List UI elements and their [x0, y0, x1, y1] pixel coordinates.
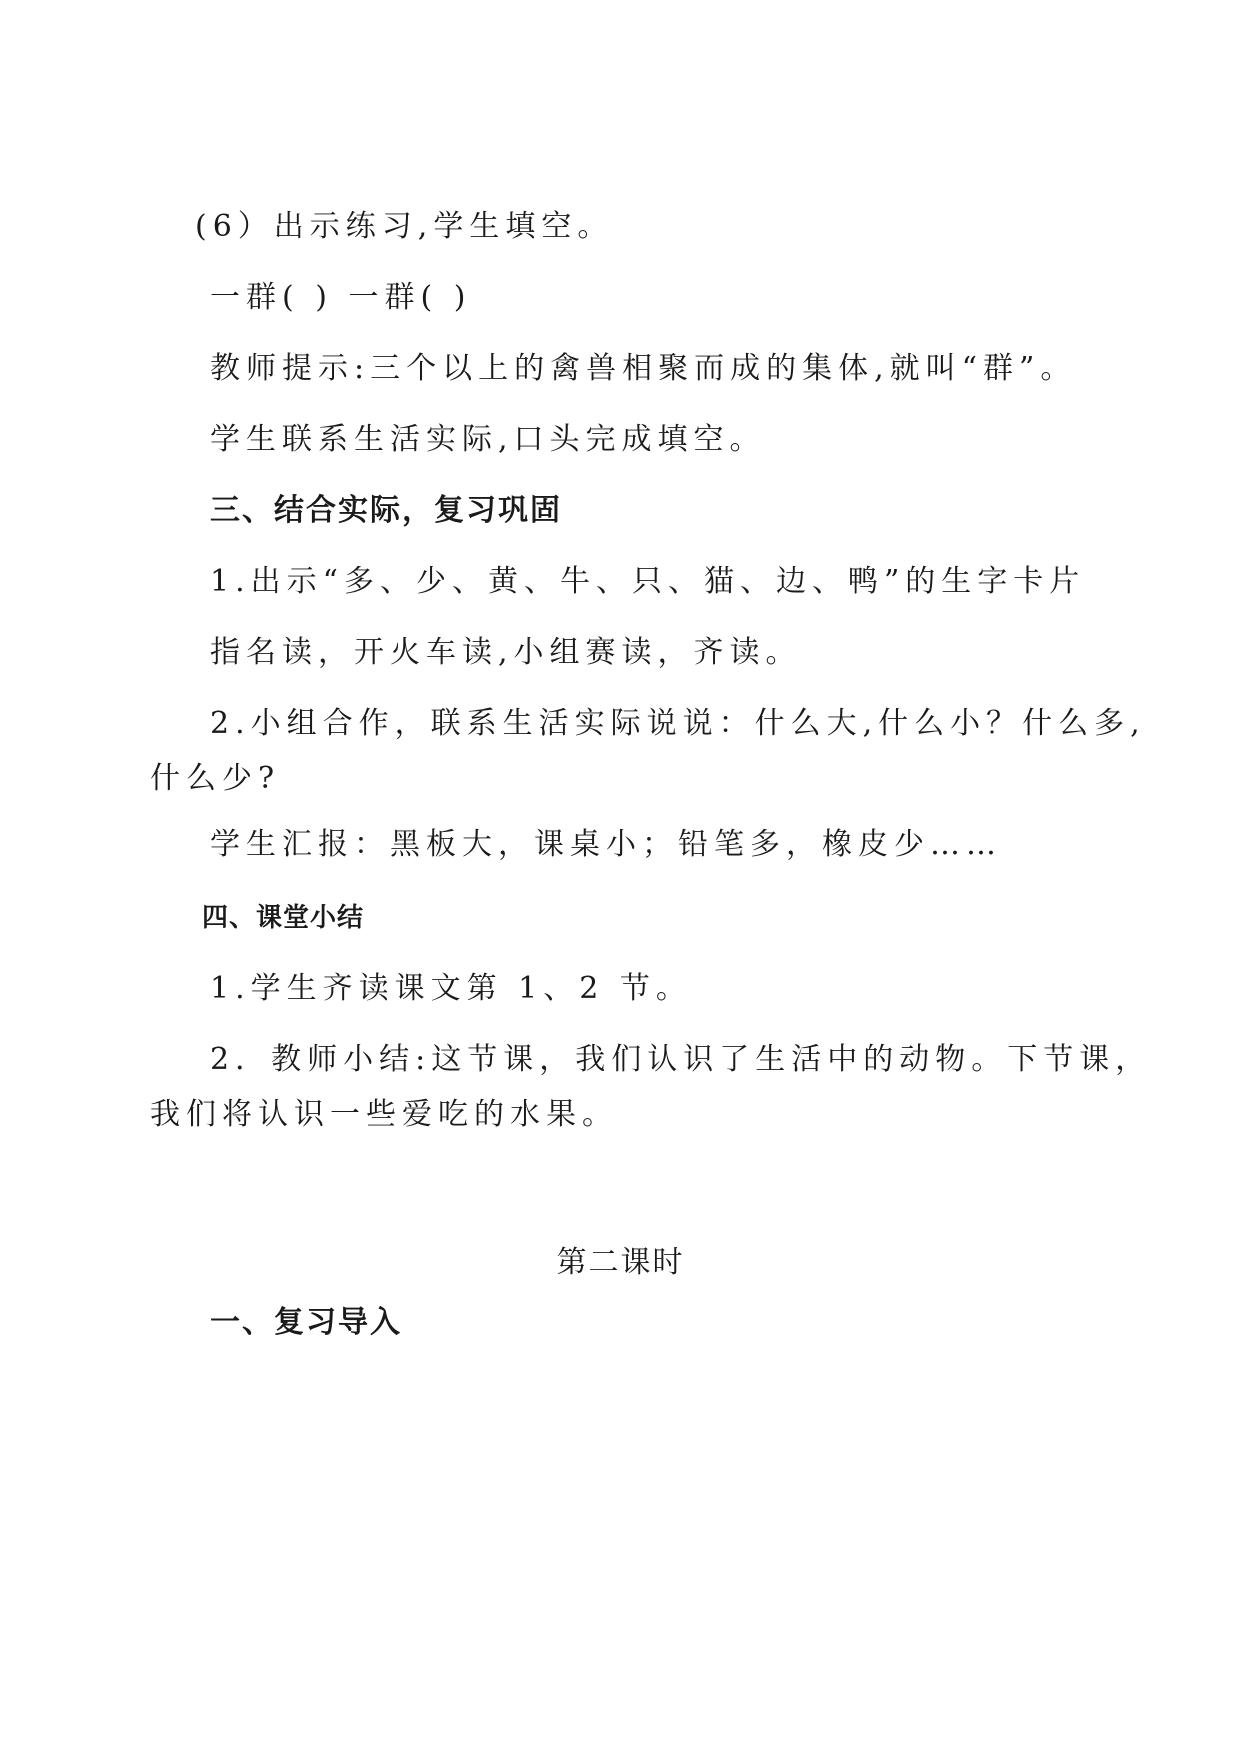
group-work-continued: 什么少?	[150, 761, 281, 796]
section-heading-3: 三、结合实际，复习巩固	[210, 493, 562, 528]
reading-methods: 指名读，开火车读,小组赛读，齐读。	[210, 635, 802, 670]
exercise-instruction: (6）出示练习,学生填空。	[195, 209, 614, 244]
summary-item-1: 1.学生齐读课文第 1、2 节。	[210, 971, 692, 1006]
section-heading-1: 一、复习导入	[210, 1305, 402, 1340]
section-heading-4: 四、课堂小结	[202, 903, 365, 933]
summary-item-2-continued: 我们将认识一些爱吃的水果。	[150, 1097, 618, 1132]
fill-blank-items: 一群( ) 一群( )	[210, 280, 472, 315]
teacher-hint: 教师提示:三个以上的禽兽相聚而成的集体,就叫“群”。	[210, 351, 1077, 386]
flashcard-instruction: 1.出示“多、少、黄、牛、只、猫、边、鸭”的生字卡片	[210, 564, 1086, 599]
group-work-instruction: 2.小组合作，联系生活实际说说：什么大,什么小？什么多,	[210, 706, 1146, 741]
lesson-title: 第二课时	[556, 1245, 685, 1280]
student-report: 学生汇报：黑板大，课桌小；铅笔多，橡皮少……	[210, 827, 1002, 862]
student-activity: 学生联系生活实际,口头完成填空。	[210, 422, 766, 457]
summary-item-2: 2．教师小结:这节课，我们认识了生活中的动物。下节课，	[210, 1042, 1152, 1077]
